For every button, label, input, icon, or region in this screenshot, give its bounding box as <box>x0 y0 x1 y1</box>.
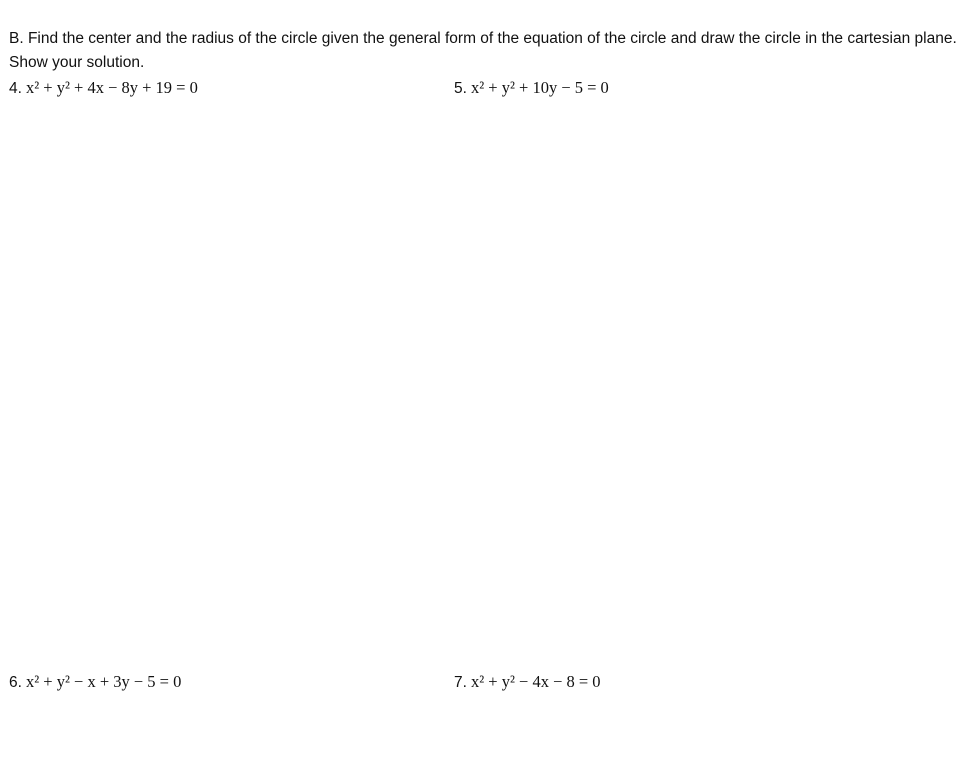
problem-number: 4. <box>9 80 22 97</box>
problem-equation: x² + y² − 4x − 8 = 0 <box>470 672 601 691</box>
problem-number: 7. <box>454 674 467 691</box>
problem-4 <box>9 78 198 99</box>
problem-equation: x² + y² − x + 3y − 5 = 0 <box>25 672 182 691</box>
instructions-text: B. Find the center and the radius of the circle given the general form of the equation of the circle and draw the circle in the cartesian plane. Show your solution. <box>9 30 957 71</box>
problem-7 <box>454 672 601 693</box>
problem-6 <box>9 672 181 693</box>
problem-number: 6. <box>9 674 22 691</box>
problem-equation: x² + y² + 4x − 8y + 19 = 0 <box>25 78 198 97</box>
problem-equation: x² + y² + 10y − 5 = 0 <box>470 78 609 97</box>
problem-number: 5. <box>454 80 467 97</box>
problem-5 <box>454 78 609 99</box>
